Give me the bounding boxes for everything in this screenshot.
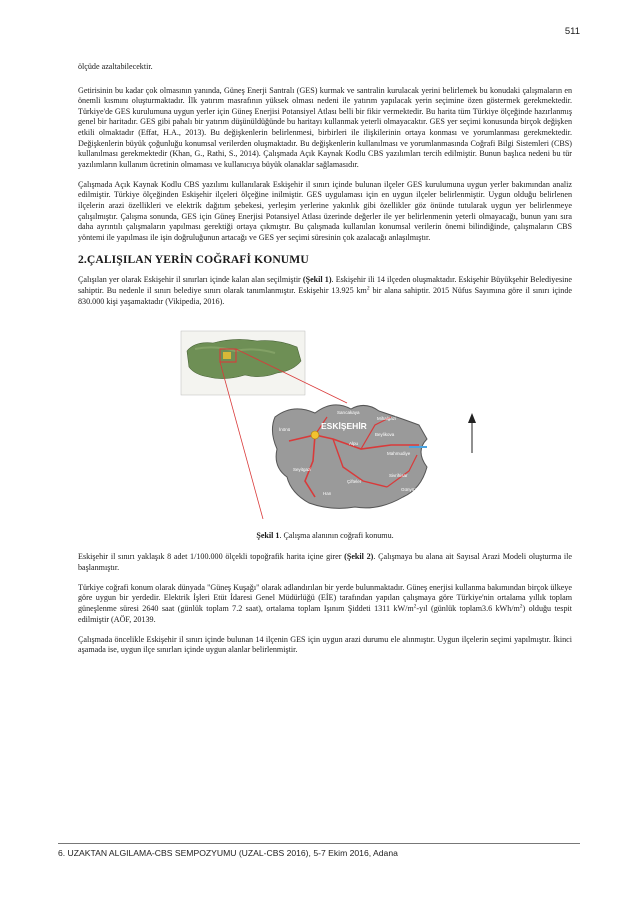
text-run: bir alana sahiptir. 2015 Nüfus Sayımına göre il sınırı içinde 830.000 kişi yaşamaktadır (Vikipedia, 2016). bbox=[78, 286, 572, 306]
superscript: 2 bbox=[366, 285, 370, 292]
figure-caption bbox=[78, 531, 572, 540]
figure-reference: (Şekil 1) bbox=[302, 275, 332, 285]
district-label: Sivrihisar bbox=[389, 473, 408, 479]
figure-reference: (Şekil 2) bbox=[344, 552, 374, 562]
caption-text: . Çalışma alanının coğrafi konumu. bbox=[279, 531, 394, 541]
district-label: Sarıcakaya bbox=[337, 410, 360, 416]
district-label: Çifteler bbox=[347, 479, 362, 485]
text-run: Eskişehir il sınırı yaklaşık 8 adet 1/100.000 ölçekli topoğrafik harita içine girer bbox=[78, 552, 345, 562]
main-content bbox=[78, 62, 572, 665]
text-run: Türkiye coğrafi konum olarak dünyada "Güneş Kuşağı" olarak adlandırılan bir yerde bulunmaktadır. Güneş enerjisi kullanma bakımından birçok ülkeye göre uygun bir yerdedir. Elektrik İşleri Etüt İdaresi Genel Müdürlüğü (EİE) tarafından yapılan çalışmaya göre Türkiye'nin ortalama yıllık toplam güneşlenme süresi 2640 saat (günlük toplam 7.2 saat), ortalama toplam Işınım Şiddeti 1311 kW/m bbox=[78, 582, 572, 614]
paragraph-district-selection: Çalışmada öncelikle Eskişehir il sınırı içinde bulunan 14 ilçenin GES için uygun arazi durumu ele alınmıştır. Uygun ilçelerin seçimi yapılmıştır. İkinci aşamada ise, uygun ilçe sınırları içinde uygun alanlar belirlenmiştir. bbox=[78, 634, 572, 655]
text-run: Çalışılan yer olarak Eskişehir il sınırları içinde kalan alan seçilmiştir bbox=[78, 275, 303, 285]
paragraph-topographic bbox=[78, 552, 572, 573]
district-label: Mahmudiye bbox=[387, 451, 411, 457]
superscript: 2 bbox=[519, 603, 523, 610]
district-label: Günyüzü bbox=[401, 487, 420, 493]
north-arrow-head-icon bbox=[468, 413, 476, 423]
city-label: ESKİŞEHİR bbox=[321, 421, 367, 432]
district-label: Beylikova bbox=[375, 432, 395, 438]
page-number: 511 bbox=[564, 26, 580, 37]
footer-divider bbox=[58, 843, 580, 844]
paragraph-continuation: ölçüde azaltabilecektir. bbox=[78, 62, 153, 71]
caption-label: Şekil 1 bbox=[256, 531, 280, 541]
paragraph-study-area bbox=[78, 275, 572, 307]
text-run: . Eskişehir ili 14 ilçeden oluşmaktadır. Eskişehir Büyükşehir Belediyesine sahiptir. Bu nedenle il sınırı belediye sınırı olarak tanımlanmıştır. Eskişehir 13.925 km bbox=[78, 275, 572, 295]
text-run: ) olduğu tespit edilmiştir (AÖF, 20139. bbox=[78, 604, 572, 624]
footer-text: 6. UZAKTAN ALGILAMA-CBS SEMPOZYUMU (UZAL-CBS 2016), 5-7 Ekim 2016, Adana bbox=[58, 848, 398, 858]
city-center-marker bbox=[311, 431, 319, 439]
paragraph-study-method: Çalışmada Açık Kaynak Kodlu CBS yazılımı kullanılarak Eskişehir il sınırı içinde bulunan ilçeler GES kurulumuna uygun yerler bakımından analiz edilmiştir. Türkiye ölçeğinden Eskişehir ilçeleri ölçeğine inilmiştir. GES uygulaması için en uygun ilçeler belirlenmiştir. Uygun olduğu belirlenen ilçelerin arazi özellikleri ve elektrik dağıtım şebekesi, yerleşim yerlerine yakınlık gibi özellikler göz önünde tutularak uygun yer belirlenmeye çalışılmıştır. Çalışma sonunda, GES için Güneş Enerjisi Potansiyel Atlası üzerinde değerler ile yer belirlenmenin yeterli olmayacağı, bunun yanı sıra daha ayrıntılı çalışmaların yapılması gerektiği ortaya çıkmıştır. Bu çalışmada kullanılan konumsal verilerin önemi bilindiğinde, çalışmaların CBS yöntemi ile yapılması ile işin doğruluğunun artacağı ve GES yer seçimi süresinin çok azalacağı anlaşılmıştır. bbox=[78, 179, 572, 242]
district-label: Alpu bbox=[349, 441, 359, 447]
district-label: Han bbox=[323, 491, 332, 497]
district-label: İnönü bbox=[279, 427, 291, 433]
paragraph-sun-belt bbox=[78, 583, 572, 625]
superscript: 2 bbox=[413, 603, 417, 610]
district-label: Seyitgazi bbox=[293, 467, 312, 473]
district-label: Mihalgazi bbox=[377, 416, 397, 422]
text-run: . Çalışmaya bu alana ait Sayısal Arazi Modeli oluşturma ile başlanmıştır. bbox=[78, 552, 573, 572]
text-run: -yıl (günlük toplam3.6 kWh/m bbox=[416, 604, 520, 614]
eskisehir-highlight bbox=[223, 352, 231, 359]
paragraph-ges-site: Getirisinin bu kadar çok olmasının yanında, Güneş Enerji Santralı (GES) kurmak ve santralin kurulacak yerini belirlemek bu konudaki çalışmaların en önemli kısmını oluşturmaktadır. İlk yatırım masrafının yüksek olması nedeni ile yatırım yapılacak yerin seçimine özen göstermek gerekmektedir. Türkiye'de GES kurulumuna uygun yerler için Güneş Enerjisi Potansiyel Atlası belli bir fikir vermektedir. Bu harita tüm Türkiye ölçeğinde hazırlanmış genel bir haritadır. GES gibi pahalı bir yatırım düşünüldüğünde bu haritayı kullanmak yeterli olmayacaktır. GES yer seçimi konusunda birçok değişken etkili olmaktadır (Effat, H.A., 2013). Bu değişkenlerin belirlenmesi, birbirleri ile ilişkilerinin ortaya konması ve yorumlanması gerekmektedir. Değişkenlerin büyük çoğunluğu konumsal verilerden oluşmaktadır. Bu değişkenlerin kullanılması ve yorumlanmasında Coğrafi Bilgi Sistemleri (CBS) kullanılması gerekmektedir (Khan, G., Rathi, S., 2014). Çalışmada Açık Kaynak Kodlu CBS yazılımları tercih edilmiştir. Bunun başlıca nedeni bu tür yazılımların kullanım ücretinin olmaması ve kullanıcıya büyük olanaklar sağlamasıdır. bbox=[78, 85, 572, 169]
section-heading: 2.ÇALIŞILAN YERİN COĞRAFİ KONUMU bbox=[78, 253, 309, 267]
location-map-figure bbox=[165, 321, 485, 519]
location-map bbox=[165, 321, 485, 519]
